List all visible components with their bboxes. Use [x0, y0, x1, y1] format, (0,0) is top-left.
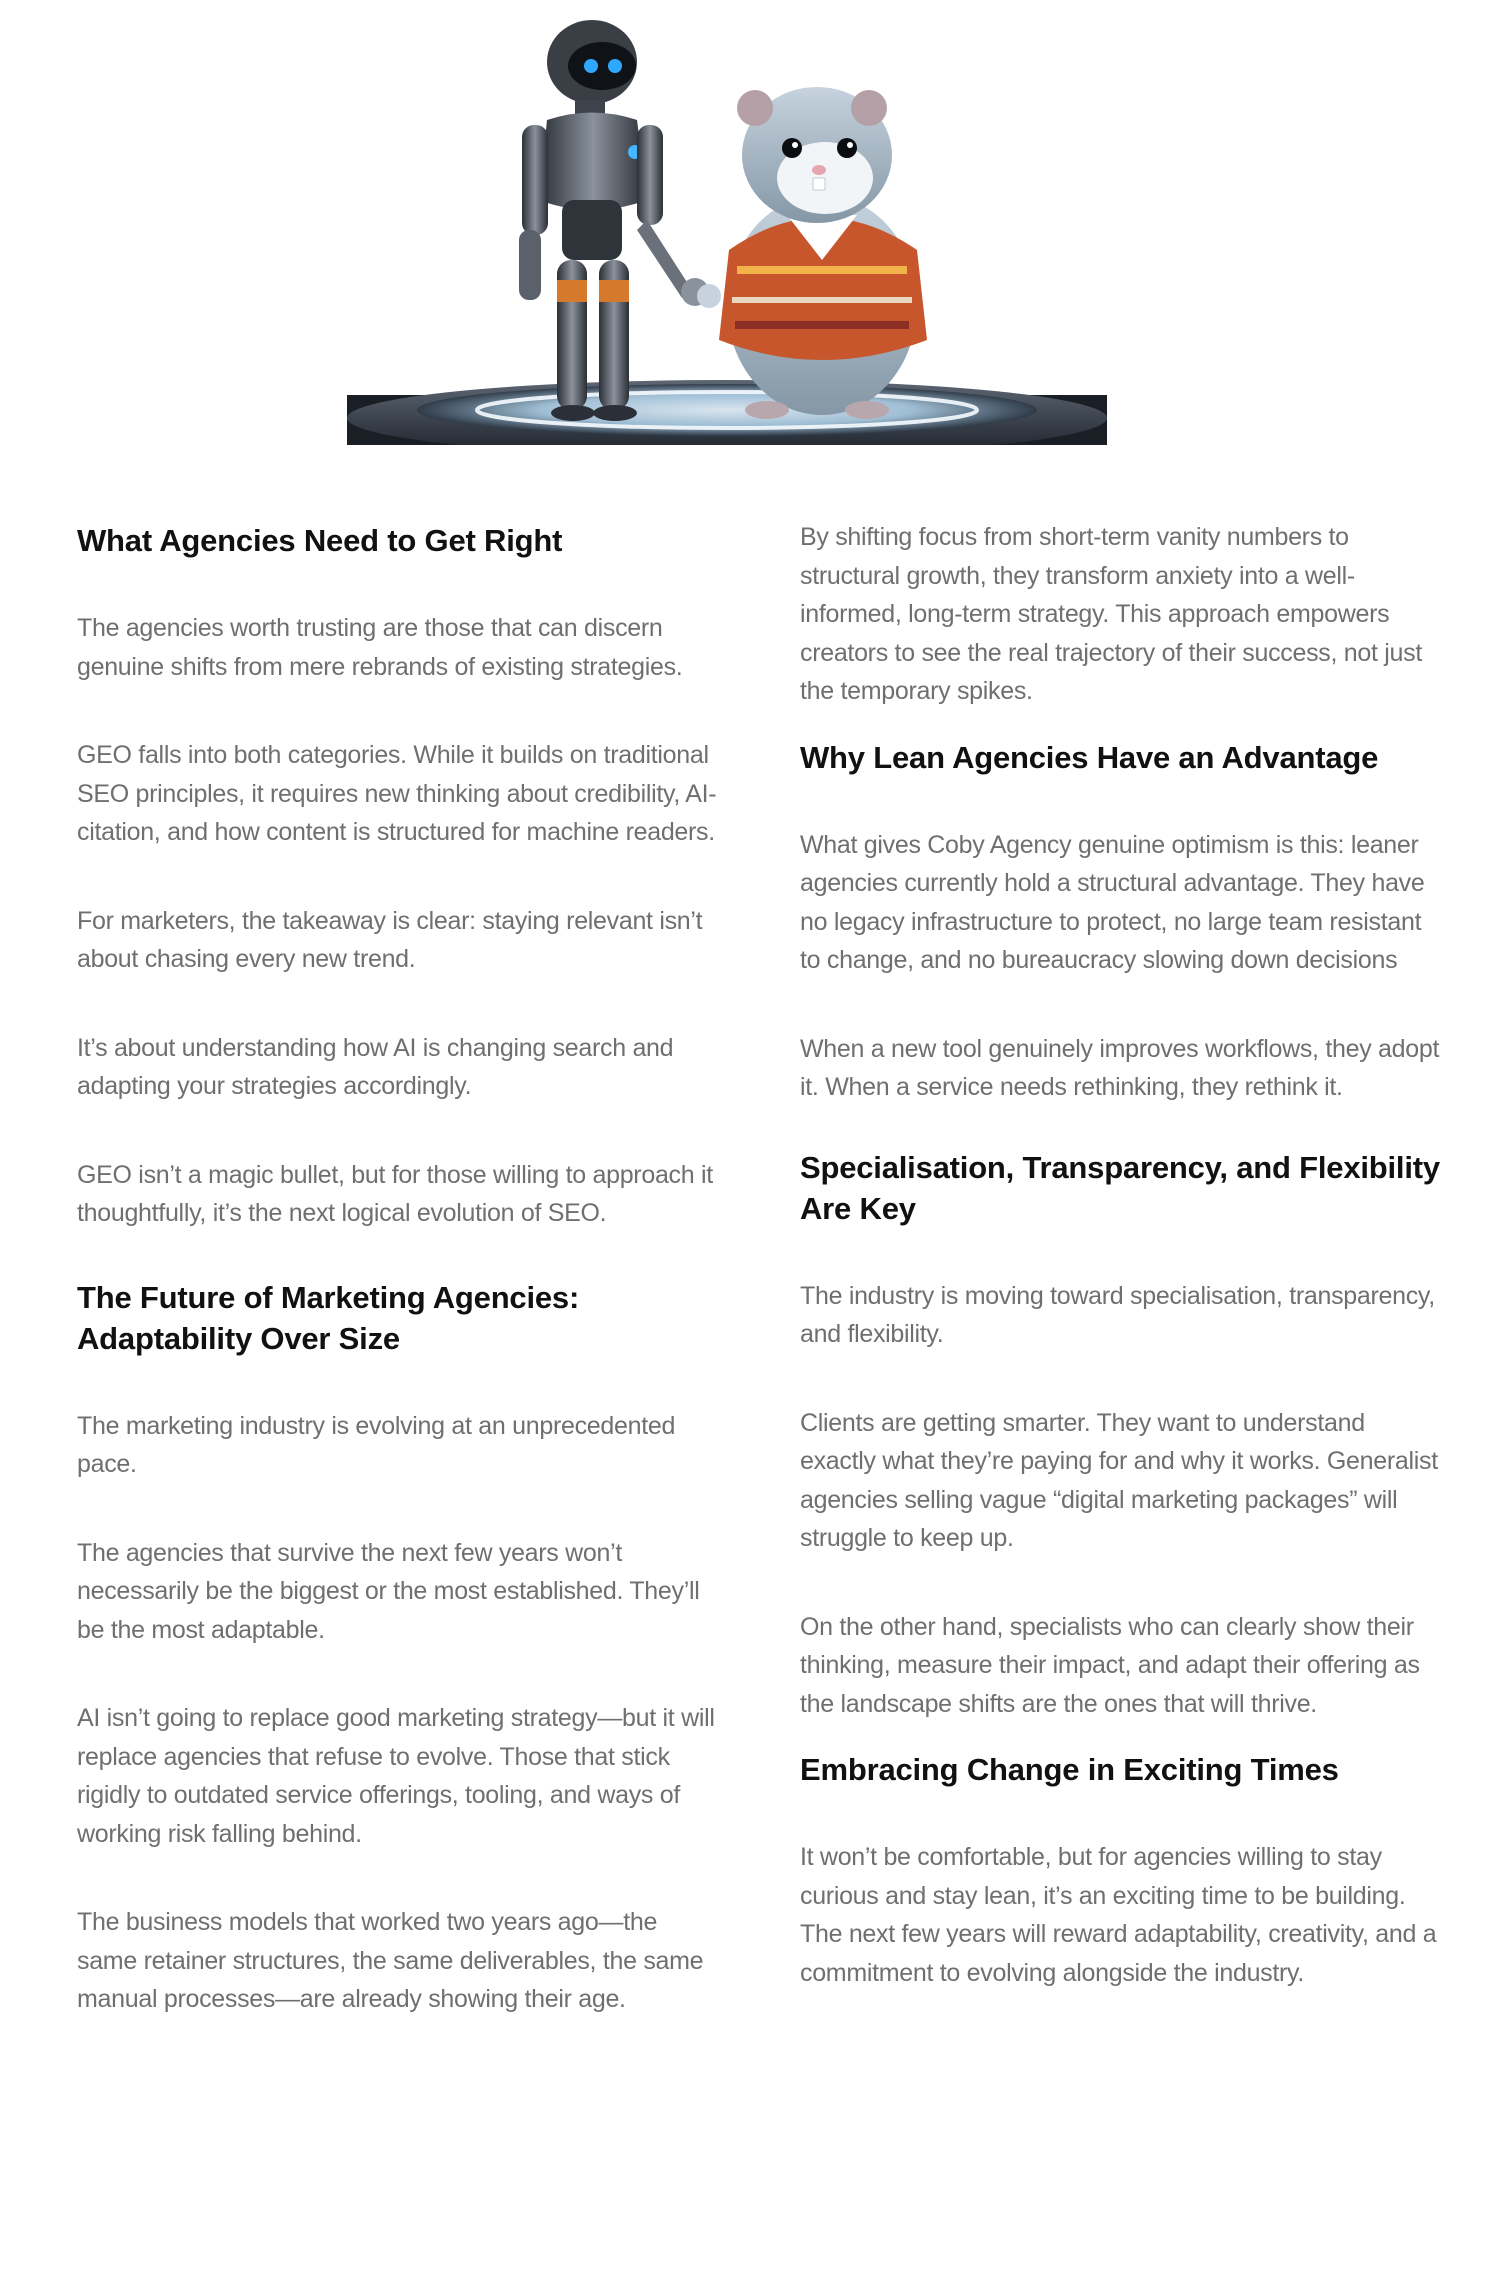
paragraph: The business models that worked two years ago—the same retainer structures, the same deliverables, the same manual processes—are already showing their age.	[77, 1908, 704, 2013]
paragraph: Clients are getting smarter. They want to understand exactly what they’re paying for and why it works. Generalist agencies selling vague “digital marketing packages” will struggle to keep up.	[800, 1408, 1438, 1552]
paragraph: The marketing industry is evolving at an unprecedented pace.	[77, 1411, 676, 1478]
paragraph: On the other hand, specialists who can clearly show their thinking, measure their impact, and adapt their offering as the landscape shifts are the ones that will thrive.	[800, 1612, 1420, 1718]
hero-image	[347, 0, 1107, 445]
paragraph: The industry is moving toward specialisation, transparency, and flexibility.	[800, 1281, 1435, 1348]
paragraph: It’s about understanding how AI is changing search and adapting your strategies accordingly.	[77, 1033, 674, 1100]
heading-future-of-agencies: The Future of Marketing Agencies: Adaptability Over Size	[77, 1279, 580, 1356]
left-column	[77, 520, 717, 2069]
paragraph: GEO falls into both categories. While it builds on traditional SEO principles, it requires new thinking about credibility, AI-citation, and how content is structured for machine readers.	[77, 741, 717, 846]
heading-why-lean-agencies: Why Lean Agencies Have an Advantage	[800, 739, 1379, 775]
robot-and-hamster-icon	[347, 0, 1107, 445]
paragraph: What gives Coby Agency genuine optimism is this: leaner agencies currently hold a structural advantage. They have no legacy infrastructure to protect, no large team resistant to change, and no bureaucracy slowing down decisions	[800, 830, 1425, 974]
right-column	[800, 518, 1440, 2042]
paragraph: The agencies that survive the next few years won’t necessarily be the biggest or the most established. They’ll be the most adaptable.	[77, 1538, 700, 1644]
paragraph: When a new tool genuinely improves workflows, they adopt it. When a service needs rethinking, they rethink it.	[800, 1034, 1440, 1101]
paragraph: The agencies worth trusting are those that can discern genuine shifts from mere rebrands of existing strategies.	[77, 614, 683, 681]
heading-embracing-change: Embracing Change in Exciting Times	[800, 1752, 1339, 1787]
paragraph: AI isn’t going to replace good marketing strategy—but it will replace agencies that refuse to evolve. Those that stick rigidly to outdated service offerings, tooling, and ways of working risk falling behind.	[77, 1704, 715, 1848]
paragraph: GEO isn’t a magic bullet, but for those willing to approach it thoughtfully, it’s the next logical evolution of SEO.	[77, 1160, 713, 1227]
paragraph: By shifting focus from short-term vanity numbers to structural growth, they transform anxiety into a well-informed, long-term strategy. This approach empowers creators to see the real trajectory of their success, not just the temporary spikes.	[800, 523, 1422, 705]
heading-specialisation: Specialisation, Transparency, and Flexibility Are Key	[800, 1149, 1440, 1226]
paragraph: For marketers, the takeaway is clear: staying relevant isn’t about chasing every new trend.	[77, 906, 703, 973]
paragraph: It won’t be comfortable, but for agencies willing to stay curious and stay lean, it’s an exciting time to be building. The next few years will reward adaptability, creativity, and a commitment to evolving alongside the industry.	[800, 1843, 1437, 1987]
heading-what-agencies-need: What Agencies Need to Get Right	[77, 523, 563, 558]
